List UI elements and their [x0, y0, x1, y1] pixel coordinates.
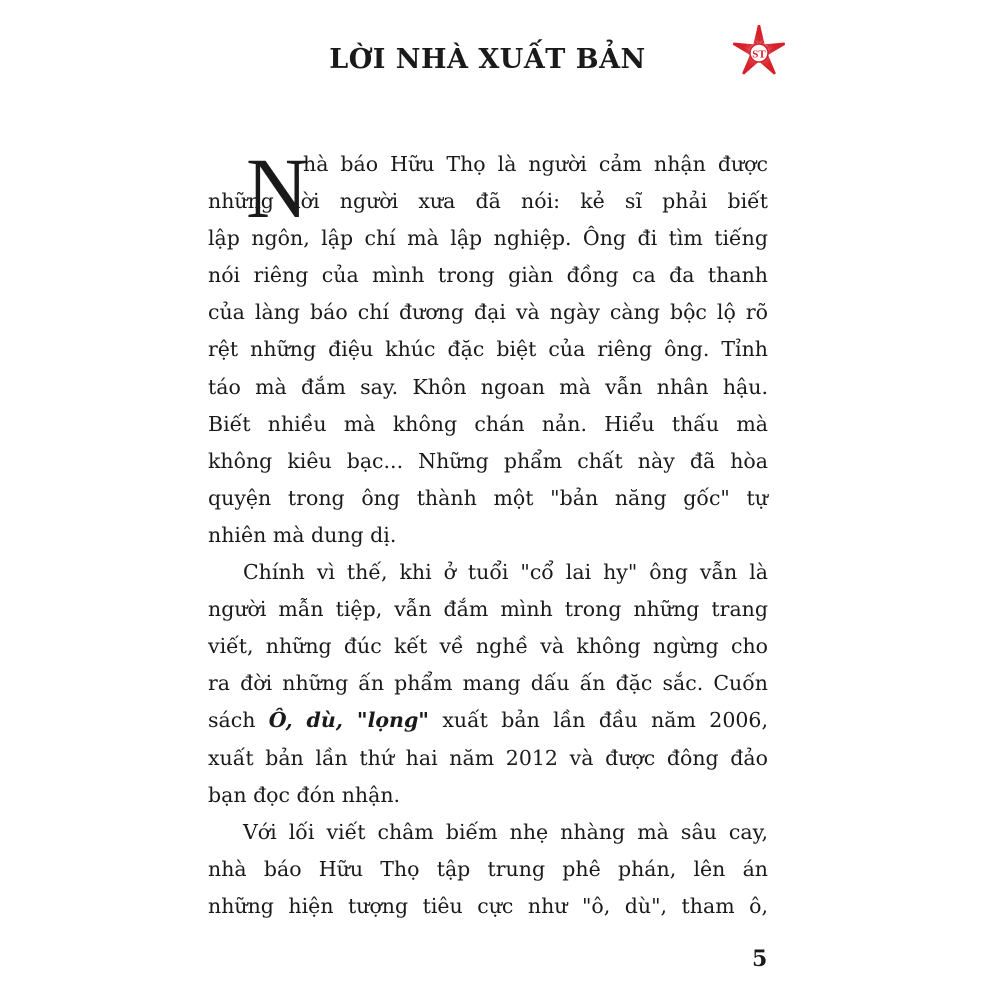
text-line: nhiên mà dung dị.	[208, 522, 397, 547]
paragraph-2-end	[208, 740, 768, 814]
text-line: nói riêng của mình trong giàn đồng ca đa thanh	[208, 263, 768, 288]
book-line: sách Ô, dù, "lọng" xuất bản lần đầu năm 2006,	[208, 708, 768, 733]
text-line: Chính vì thế, khi ở tuổi "cổ lai hy" ông vẫn là	[243, 560, 768, 585]
text-line: hà báo Hữu Thọ là người cảm nhận được	[303, 152, 768, 176]
drop-cap: N	[246, 140, 309, 236]
text-line: những lời người xưa đã nói: kẻ sĩ phải biết	[208, 189, 768, 214]
text-line: viết, những đúc kết về nghề và không ngừng cho	[208, 634, 768, 659]
text-line: của làng báo chí đương đại và ngày càng bộc lộ rõ	[208, 300, 768, 325]
paragraph-3	[208, 814, 768, 925]
body-text	[208, 140, 768, 925]
book-title: Ô, dù, "lọng"	[268, 708, 429, 733]
text-line: những hiện tượng tiêu cực như "ô, dù", tham ô,	[208, 893, 768, 918]
text-line: xuất bản lần thứ hai năm 2012 và được đông đảo	[208, 745, 768, 770]
paragraph-2	[208, 554, 768, 702]
text-line: người mẫn tiệp, vẫn đắm mình trong những trang	[208, 597, 768, 622]
text-line: bạn đọc đón nhận.	[208, 782, 401, 807]
text-line: quyện trong ông thành một "bản năng gốc" tự	[208, 485, 768, 510]
text-line: rệt những điệu khúc đặc biệt của riêng ông. Tỉnh	[208, 337, 768, 362]
page-title: LỜI NHÀ XUẤT BẢN	[329, 44, 646, 75]
text-line: không kiêu bạc... Những phẩm chất này đã hòa	[208, 448, 768, 473]
text-line: Với lối viết châm biếm nhẹ nhàng mà sâu cay,	[243, 819, 768, 844]
text-line: nhà báo Hữu Thọ tập trung phê phán, lên án	[208, 856, 768, 881]
page-number: 5	[752, 946, 768, 972]
publisher-logo-icon	[728, 22, 790, 82]
text-line: lập ngôn, lập chí mà lập nghiệp. Ông đi tìm tiếng	[208, 226, 768, 251]
text-line: táo mà đắm say. Khôn ngoan mà vẫn nhân hậu.	[208, 374, 768, 399]
svg-text:ST: ST	[752, 48, 766, 61]
text-line: Biết nhiều mà không chán nản. Hiểu thấu mà	[208, 411, 768, 436]
text-line: ra đời những ấn phẩm mang dấu ấn đặc sắc. Cuốn	[208, 671, 768, 696]
